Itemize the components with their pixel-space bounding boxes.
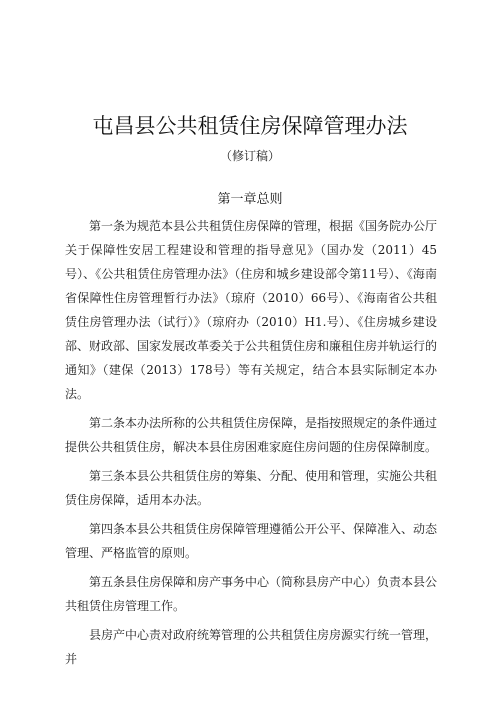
- paragraph-article-2: 第二条本办法所称的公共租赁住房保障，是指按照规定的条件通过提供公共租赁住房，解决本县住房困难家庭住房问题的住房保障制度。: [65, 416, 438, 454]
- paragraph-article-1: 第一条为规范本县公共租赁住房保障的管理，根据《国务院办公厅关于保障性安居工程建设和管理的指导意见》（国办发（2011）45号）、《公共租赁住房管理办法》（住房和城乡建设部令第11号）、《海南省保障性住房管理暂行办法》（琼府（2010）66号）、《海南省公共租赁住房管理办法（试行）》（琼府办（2010）H1.号）、《住房城乡建设部、财政部、国家发展改革委关于公共租赁住房和廉租住房并轨运行的通知》（建保（2013）178号）等有关规定，结合本县实际制定本办法。: [65, 219, 438, 401]
- paragraph-article-4: 第四条本县公共租赁住房保障管理遵循公开公平、保障准入、动态管理、严格监管的原则。: [65, 522, 438, 560]
- paragraph-article-5: 第五条县住房保障和房产事务中心（简称县房产中心）负责本县公共租赁住房管理工作。: [65, 575, 438, 613]
- document-subtitle: （修订稿）: [219, 149, 280, 163]
- chapter-heading: 第一章总则: [217, 192, 283, 207]
- document-body: [65, 214, 437, 676]
- document-title: 屯昌县公共租赁住房保障管理办法: [92, 114, 408, 138]
- paragraph-article-3: 第三条本县公共租赁住房的筹集、分配、使用和管理，实施公共租赁住房保障，适用本办法。: [65, 469, 438, 507]
- paragraph-continuation: 县房产中心责对政府统筹管理的公共租赁住房房源实行统一管理，并: [65, 628, 438, 666]
